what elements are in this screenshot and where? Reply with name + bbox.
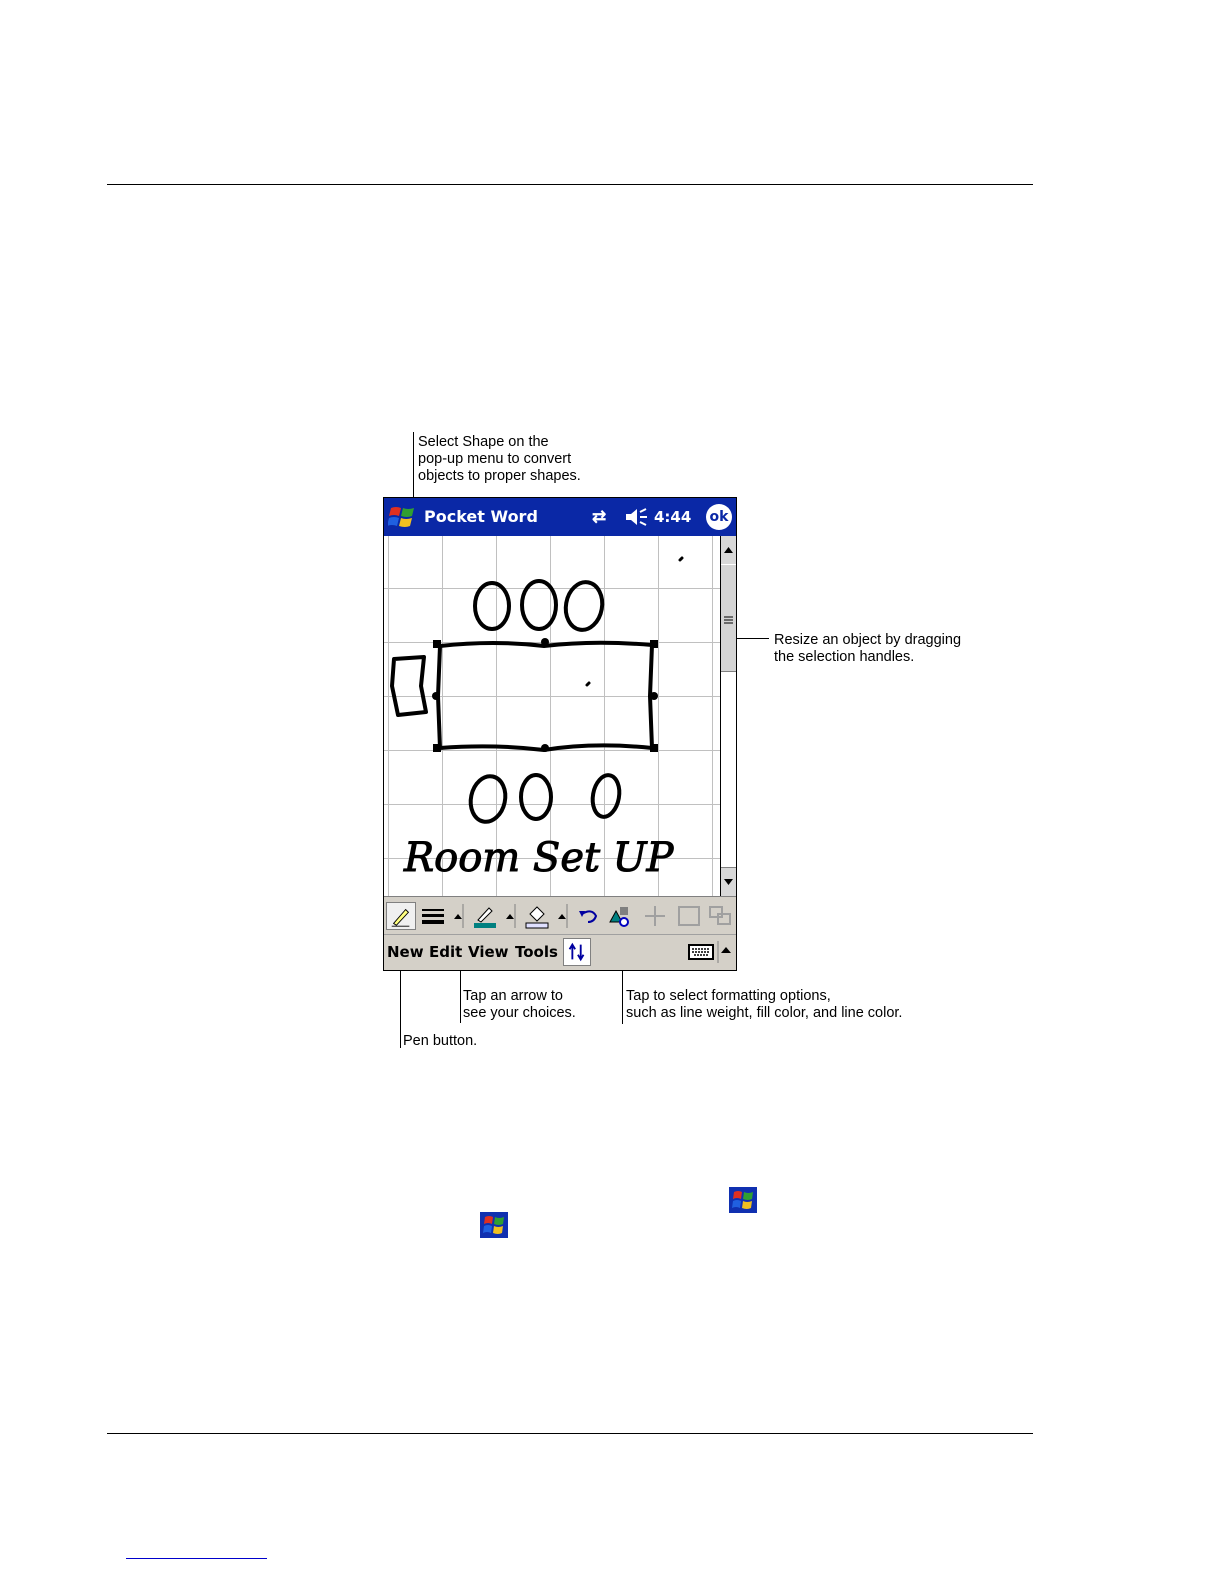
vertical-scrollbar[interactable] bbox=[720, 536, 736, 896]
pen-icon[interactable] bbox=[386, 902, 416, 930]
fill-color-arrow-icon[interactable] bbox=[556, 902, 568, 930]
arrow-down-icon bbox=[721, 868, 736, 896]
callout-pen-button: Pen button. bbox=[403, 1033, 478, 1049]
seat-oval-5 bbox=[521, 775, 551, 819]
clock[interactable]: 4:44 bbox=[654, 508, 692, 526]
footer-link-underline[interactable] bbox=[126, 1558, 267, 1559]
callout-select-shape: Select Shape on the pop-up menu to convert objects to proper shapes. bbox=[418, 434, 581, 484]
top-rule bbox=[107, 184, 1033, 185]
sync-icon[interactable]: ⇄ bbox=[592, 507, 607, 526]
callout-resize: Resize an object by dragging the selection handles. bbox=[774, 632, 962, 665]
callout-tap-arrow: Tap an arrow to see your choices. bbox=[463, 988, 576, 1021]
scroll-up-button[interactable] bbox=[721, 536, 736, 565]
sort-arrows-icon[interactable] bbox=[563, 938, 591, 966]
scroll-thumb[interactable] bbox=[721, 564, 736, 672]
group-icon[interactable] bbox=[674, 902, 704, 930]
drawing-canvas[interactable] bbox=[384, 536, 720, 896]
pocket-word-screen bbox=[383, 497, 737, 971]
line-color-arrow-icon[interactable] bbox=[504, 902, 516, 930]
line-weight-arrow-icon[interactable] bbox=[452, 902, 464, 930]
menu-view[interactable]: View bbox=[468, 943, 509, 961]
speaker-icon[interactable] bbox=[624, 506, 650, 528]
handwritten-room-setup: Room Set UP bbox=[404, 835, 674, 881]
shape-format-icon[interactable] bbox=[606, 902, 636, 930]
move-icon[interactable] bbox=[640, 902, 670, 930]
side-rectangle bbox=[392, 657, 426, 715]
input-arrow-icon[interactable] bbox=[717, 939, 733, 965]
app-title: Pocket Word bbox=[424, 507, 538, 526]
line-color-icon[interactable] bbox=[470, 902, 500, 930]
seat-oval-4 bbox=[467, 773, 510, 825]
menu-bar bbox=[384, 934, 736, 970]
dot-1 bbox=[680, 558, 682, 560]
start-flag-icon bbox=[729, 1187, 757, 1213]
ungroup-icon[interactable] bbox=[706, 902, 736, 930]
title-bar bbox=[384, 498, 736, 536]
selection-handles[interactable] bbox=[432, 638, 658, 752]
bottom-rule bbox=[107, 1433, 1033, 1434]
start-flag-icon bbox=[480, 1212, 508, 1238]
scroll-down-button[interactable] bbox=[721, 867, 736, 897]
callout-tap-format: Tap to select formatting options, such as line weight, fill color, and line color. bbox=[626, 988, 903, 1021]
arrow-up-icon bbox=[721, 536, 736, 564]
menu-tools[interactable]: Tools bbox=[515, 943, 558, 961]
seat-oval-3 bbox=[562, 579, 606, 633]
keyboard-icon[interactable] bbox=[688, 942, 714, 962]
ok-button[interactable]: ok bbox=[706, 504, 732, 530]
start-flag-icon[interactable] bbox=[388, 504, 416, 530]
seat-oval-1 bbox=[475, 583, 509, 629]
seat-oval-6 bbox=[590, 773, 623, 819]
drawing-toolbar bbox=[384, 896, 736, 934]
undo-icon[interactable] bbox=[574, 902, 604, 930]
fill-color-icon[interactable] bbox=[522, 902, 552, 930]
dot-2 bbox=[587, 683, 589, 685]
menu-new[interactable]: New bbox=[387, 943, 424, 961]
menu-edit[interactable]: Edit bbox=[429, 943, 463, 961]
line-weight-icon[interactable] bbox=[418, 902, 448, 930]
grip-icon bbox=[721, 565, 736, 673]
